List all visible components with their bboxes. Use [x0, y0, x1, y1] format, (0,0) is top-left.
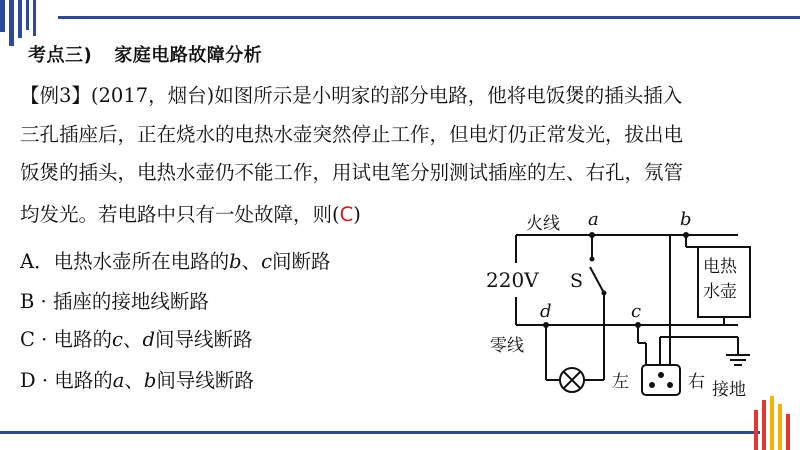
switch-label: S [570, 270, 584, 292]
kettle-label-1: 电热 [703, 257, 737, 277]
question-line-4: 均发光。若电路中只有一处故障，则(C) [20, 203, 361, 226]
kettle-label-2: 水壶 [703, 282, 737, 302]
section-number: 考点三) [28, 45, 93, 66]
socket-left-label: 左 [612, 372, 629, 392]
junction-b [683, 232, 689, 238]
point-a-label: a [588, 209, 599, 230]
switch-blade [590, 267, 604, 293]
top-divider [58, 16, 800, 19]
point-c-label: c [631, 301, 642, 322]
socket-body [642, 365, 680, 395]
socket-right-label: 右 [688, 372, 705, 392]
junction-a [589, 232, 595, 238]
answer-text: C [339, 203, 354, 226]
section-name: 家庭电路故障分析 [114, 45, 263, 66]
junction-c [635, 322, 641, 328]
live-label: 火线 [526, 214, 560, 234]
option-c[interactable]: C · 电路的c、d间导线断路 [20, 328, 253, 351]
question-line-3: 饭煲的插头，电热水壶仍不能工作，用试电笔分别测试插座的左、右孔，氖管 [20, 161, 684, 184]
ground-label: 接地 [712, 380, 746, 400]
voltage-label: 220V [486, 268, 539, 292]
lamp-icon [560, 368, 584, 392]
footer-decoration [748, 396, 800, 450]
question-line-1: 【例3】(2017，烟台)如图所示是小明家的部分电路，他将电饭煲的插头插入 [20, 84, 683, 107]
option-a[interactable]: A．电热水壶所在电路的b、c间断路 [20, 250, 331, 273]
bottom-divider [0, 431, 760, 434]
point-d-label: d [540, 301, 552, 322]
point-b-label: b [680, 209, 692, 230]
question-line-2: 三孔插座后，正在烧水的电热水壶突然停止工作，但电灯仍正常发光，拔出电 [20, 123, 684, 146]
section-title [28, 41, 262, 67]
example-label: 【例3】 [20, 84, 91, 107]
junction-d [543, 322, 549, 328]
option-d[interactable]: D · 电路的a、b间导线断路 [20, 369, 254, 392]
circuit-diagram [480, 205, 780, 420]
option-b[interactable]: B · 插座的接地线断路 [20, 290, 209, 313]
neutral-label: 零线 [490, 336, 524, 356]
